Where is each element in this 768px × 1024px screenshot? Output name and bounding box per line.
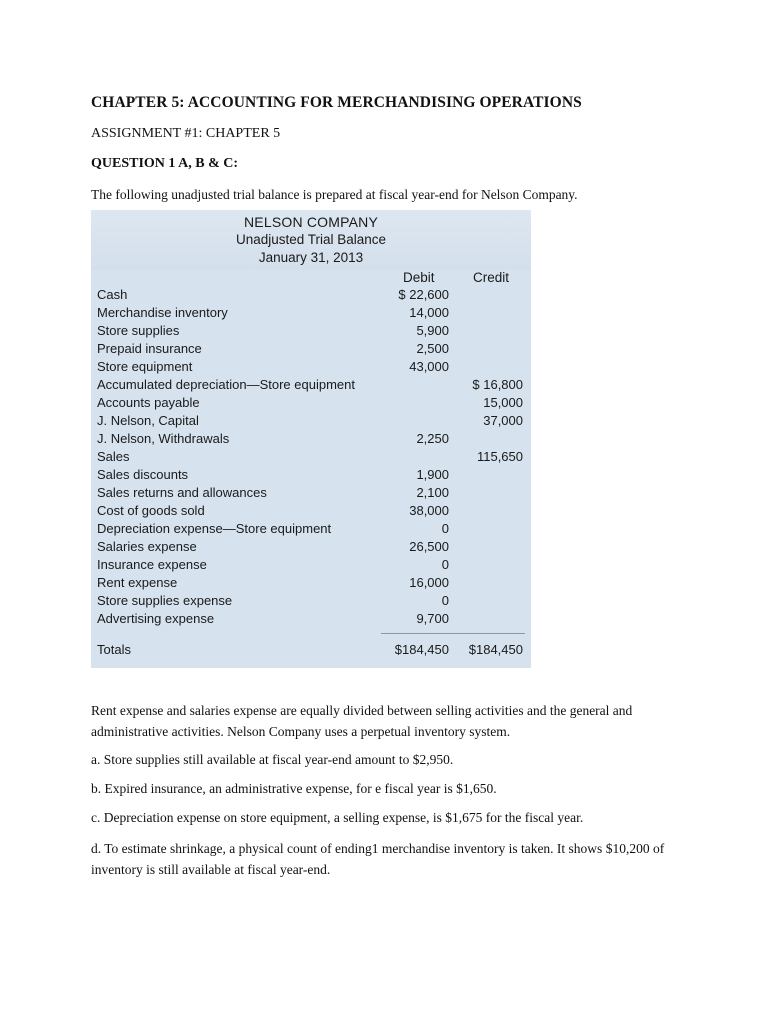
intro-text: The following unadjusted trial balance is prepared at fiscal year-end for Nelson Company. — [91, 187, 578, 202]
table-row — [91, 358, 531, 376]
table-row — [91, 466, 531, 484]
account-name: Depreciation expense—Store equipment — [97, 521, 332, 536]
debit-amount: 1,900 — [416, 467, 449, 482]
account-name: Advertising expense — [97, 611, 215, 626]
account-name: Sales returns and allowances — [97, 485, 267, 500]
item-d: d. To estimate shrinkage, a physical count of ending1 merchandise inventory is taken. It shows $10,200 of inventory is still available at fiscal year-end. — [91, 841, 665, 877]
table-row — [91, 574, 531, 592]
account-name: Prepaid insurance — [97, 341, 202, 356]
table-row — [91, 592, 531, 610]
debit-amount: 2,500 — [416, 341, 449, 356]
debit-amount: 16,000 — [409, 575, 449, 590]
table-row — [91, 286, 531, 304]
credit-amount: 115,650 — [476, 449, 523, 464]
totals-row — [91, 641, 531, 659]
table-row — [91, 430, 531, 448]
allocation-paragraph: Rent expense and salaries expense are equally divided between selling activities and the general and administrative activities. Nelson Company uses a perpetual inventory system. — [91, 703, 633, 739]
table-row — [91, 412, 531, 430]
table-row — [91, 304, 531, 322]
trial-balance-header — [91, 210, 531, 270]
table-row — [91, 322, 531, 340]
assignment-heading: ASSIGNMENT #1: CHAPTER 5 — [91, 126, 281, 141]
table-row — [91, 610, 531, 628]
debit-amount: 0 — [441, 521, 449, 536]
account-name: Accumulated depreciation—Store equipment — [97, 377, 355, 392]
account-name: Insurance expense — [97, 557, 207, 572]
debit-amount: $ 22,600 — [398, 287, 449, 302]
chapter-title: CHAPTER 5: ACCOUNTING FOR MERCHANDISING OPERATIONS — [91, 94, 582, 111]
table-row — [91, 376, 531, 394]
credit-amount: $ 16,800 — [472, 377, 523, 392]
company-name: NELSON COMPANY — [243, 214, 378, 230]
account-name: Store equipment — [97, 359, 193, 374]
account-name: Cost of goods sold — [97, 503, 205, 518]
account-name: Accounts payable — [97, 395, 200, 410]
totals-rule — [381, 633, 525, 634]
item-a: a. Store supplies still available at fiscal year-end amount to $2,950. — [91, 752, 454, 767]
account-name: Rent expense — [97, 575, 178, 590]
account-name: Store supplies — [97, 323, 180, 338]
account-name: J. Nelson, Withdrawals — [97, 431, 230, 446]
totals-debit: $184,450 — [394, 642, 449, 657]
table-row — [91, 394, 531, 412]
table-row — [91, 448, 531, 466]
question-heading: QUESTION 1 A, B & C: — [91, 156, 239, 171]
account-name: Sales — [97, 449, 130, 464]
debit-amount: 38,000 — [409, 503, 449, 518]
debit-amount: 43,000 — [409, 359, 449, 374]
trial-balance-rows — [91, 286, 531, 628]
item-c: c. Depreciation expense on store equipment, a selling expense, is $1,675 for the fiscal year. — [91, 810, 584, 825]
account-name: Sales discounts — [97, 467, 189, 482]
account-name: Cash — [97, 287, 128, 302]
statement-date: January 31, 2013 — [258, 250, 364, 265]
debit-amount: 14,000 — [409, 305, 449, 320]
account-name: Merchandise inventory — [97, 305, 228, 320]
table-row — [91, 502, 531, 520]
table-row — [91, 556, 531, 574]
debit-amount: 0 — [441, 557, 449, 572]
totals-label: Totals — [97, 642, 131, 657]
credit-amount: 15,000 — [483, 395, 523, 410]
table-row — [91, 538, 531, 556]
credit-column-header: Credit — [473, 270, 510, 285]
debit-amount: 9,700 — [416, 611, 449, 626]
table-row — [91, 484, 531, 502]
account-name: J. Nelson, Capital — [97, 413, 199, 428]
credit-amount: 37,000 — [483, 413, 523, 428]
debit-amount: 26,500 — [409, 539, 449, 554]
table-row — [91, 340, 531, 358]
debit-amount: 2,100 — [416, 485, 449, 500]
statement-title: Unadjusted Trial Balance — [235, 232, 387, 247]
item-b: b. Expired insurance, an administrative expense, for e fiscal year is $1,650. — [91, 781, 497, 796]
debit-amount: 2,250 — [416, 431, 449, 446]
table-row — [91, 520, 531, 538]
totals-credit: $184,450 — [468, 642, 523, 657]
account-name: Store supplies expense — [97, 593, 233, 608]
debit-amount: 0 — [441, 593, 449, 608]
debit-amount: 5,900 — [416, 323, 449, 338]
trial-balance-table — [91, 210, 531, 668]
debit-column-header: Debit — [403, 270, 435, 285]
account-name: Salaries expense — [97, 539, 197, 554]
